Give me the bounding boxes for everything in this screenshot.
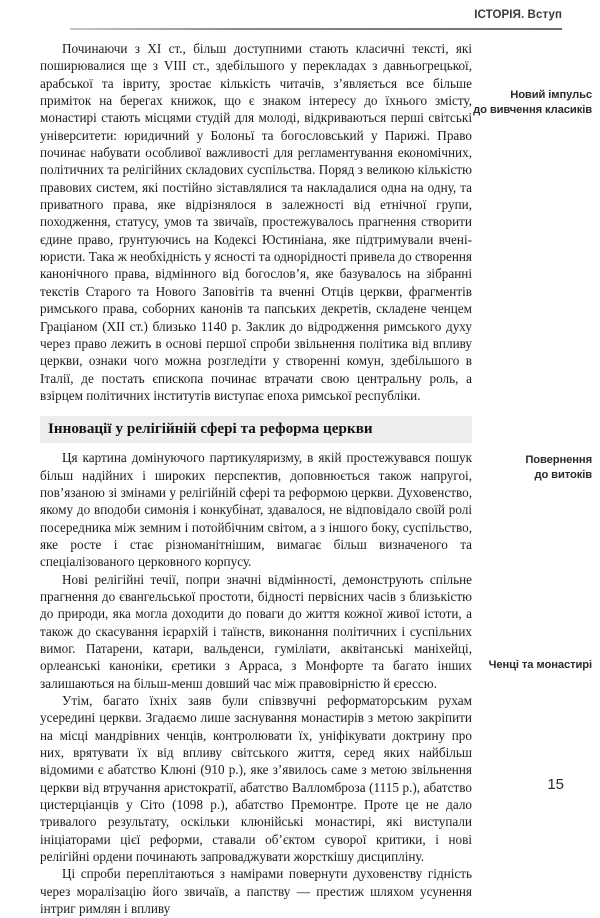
margin-note-monks bbox=[456, 658, 592, 673]
paragraph-clergy-dignity: Ці спроби переплітаються з намірами повернути духовенству гідність через моралізацію його звичаїв, а папству — престиж шляхом усунення інтриг римлян і впливу bbox=[40, 866, 472, 917]
body-block-religious bbox=[0, 449, 600, 917]
running-header bbox=[40, 8, 562, 34]
section-heading-religious-innovation: Інновації у релігійній сфері та реформа церкви bbox=[40, 416, 472, 443]
margin-note-monks-line1: Ченці та монастирі bbox=[488, 659, 592, 671]
margin-note-classics-line1: Новий імпульс bbox=[510, 89, 592, 101]
margin-note-classics-line2: до вивчення класиків bbox=[473, 103, 592, 116]
page-number: 15 bbox=[547, 776, 564, 793]
header-divider-rule bbox=[70, 28, 562, 30]
running-header-title: ІСТОРІЯ. Вступ bbox=[474, 9, 562, 21]
paragraph-monastery-foundations: Утім, багато їхніх заяв були співзвучні реформаторським рухам усередині церкви. Згадаємо лише заснування монастирів з метою закріпити на місці мандрівних ченців, контролювати їх, уніфікувати доктрину про них, врятувати їх від впливу світського життя, серед яких найбільш відомими є абатство Клюні (910 р.), яке з’явилось саме з метою звільнення церкви від втручання аристократії, абатство Валломброза (1115 р.), абатство цистерціанців у Сіто (1098 р.), абатство Премонтре. Проте це не дало тривалого результату, оскільки клюнійські монастирі, які виступали ініціаторами цієї реформи, ставали об’єктом суворої критики, і нові релігійні ордени починають запроваджувати жорсткішу дисципліну. bbox=[40, 693, 472, 865]
margin-note-origins-line2: до витоків bbox=[534, 468, 592, 481]
paragraph-particularism: Ця картина домінуючого партикуляризму, в якій простежувався пошук більш надійних і широких перспектив, доповнюється також напругоі, пов’язаною зі змінами у релігійній сфері та реформою церкви. Духовенство, якому до вподоби симонія і конкубінат, здавалося, не відповідало своїй ролі посередника між земним і потойбічним світом, а з іншого боку, суспільство, яке росте і стає різноманітнішим, вимагає більш визначеного та спеціалізованого церковного корпусу. bbox=[40, 450, 472, 570]
margin-note-origins-line1: Повернення bbox=[525, 454, 592, 466]
margin-note-origins bbox=[456, 453, 592, 482]
paragraph-religious-currents: Нові релігійні течії, попри значні відмінності, демонструють спільне прагнення до євангельської простоти, бідності первісних часів з близькістю до природи, яка могла доходити до поваги до життя кожної живої істоти, а також до скасування ієрархій і таїнств, виконання політичних і суспільних вимог. Патарени, катари, вальденси, гуміліати, аквітанські маніхейці, орлеанські каноніки, єретики з Арраса, з Монфорте та багато інших залишаються на більш-менш довший час між правовірністю й єрессю. bbox=[40, 571, 472, 691]
paragraph-classical-texts: Починаючи з XI ст., більш доступними стають класичні тексті, які поширювалися ще з VIII ст., здебільшого у перекладах з давньогрецької, арабської та івриту, зростає кількість читачів, з’являється все більше приміток на берегах книжок, що є знаком інтересу до їхнього змісту, монастирі стають місцями студій для молоді, відкриваються перші світські університети: юридичний у Болоньї та богословський у Парижі. Право починає набувати особливої важливості для регламентування економічних, політичних та релігійних складових суспільства. Поряд з великою кількістю правових систем, які постійно зіставлялися та накладалися одна на одну, та приватного права, яке відрізнялося в залежності від етнічної групи, походження, статусу, умов та звичаїв, простежувалось прагнення створити єдине право, ґрунтуючись на Кодексі Юстиніана, яке підтримували вчені-юристи. Така ж необхідність у ясності та однорідності привела до створення канонічного права, відмінного від богослов’я, яке базувалось на зібранні текстів Старого та Нового Заповітів та вченні Отців церкви, фрагментів римського права, соборних канонів та папських декретів, складене ченцем Граціаном (XII ст.) близько 1140 р. Заклик до відродження римського духу через право лежить в основі першої спроби звільнення політика від впливу церкви, ознаки чого можна розгледіти у створенні комун, здебільшого в Італії, де постать єпископа починає втрачати свою центральну роль, а взірцем політичних інститутів виступає епоха римської республіки. bbox=[40, 41, 472, 403]
text-column-religious bbox=[40, 449, 472, 917]
text-column-intro bbox=[40, 40, 472, 404]
spacer-before-heading bbox=[0, 404, 600, 416]
margin-note-classics bbox=[456, 88, 592, 117]
